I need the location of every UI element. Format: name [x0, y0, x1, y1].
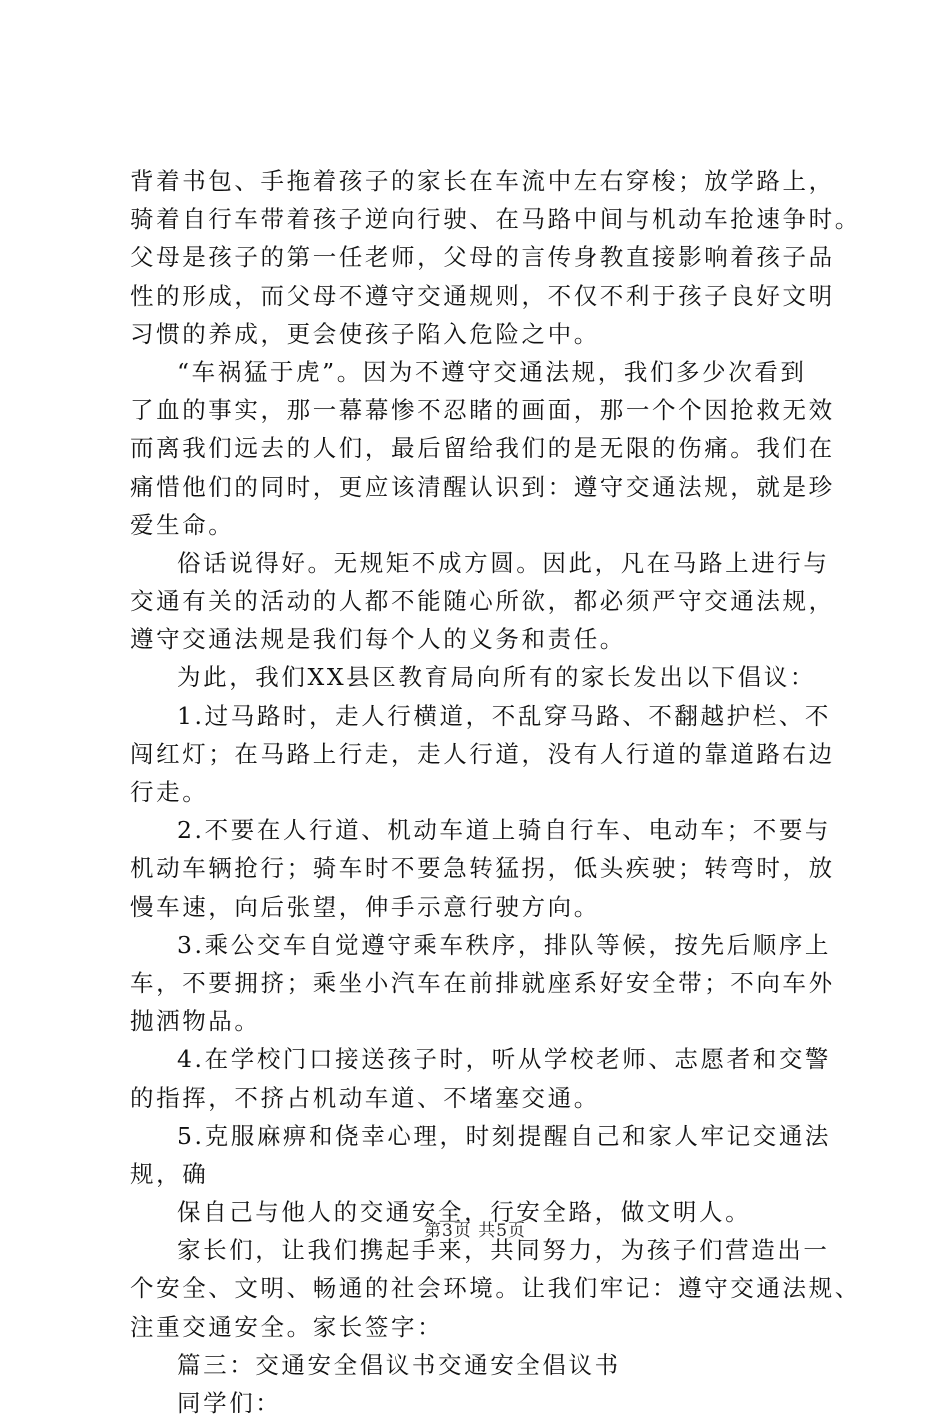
text-line: 背着书包、手拖着孩子的家长在车流中左右穿梭；放学路上， [130, 167, 835, 195]
text-line: 性的形成，而父母不遵守交通规则，不仅不利于孩子良好文明 [130, 281, 835, 310]
text-line: 保自己与他人的交通安全，行安全路，做文明人。 [177, 1198, 752, 1227]
text-line: 父母是孩子的第一任老师，父母的言传身教直接影响着孩子品 [130, 243, 835, 272]
text-line: 机动车辆抢行；骑车时不要急转猛拐，低头疾驶；转弯时，放 [130, 854, 835, 883]
text-line: 为此，我们XX县区教育局向所有的家长发出以下倡议： [177, 663, 816, 692]
text-line: 1.过马路时，走人行横道，不乱穿马路、不翻越护栏、不 [177, 701, 832, 730]
text-line: 闯红灯；在马路上行走，走人行道，没有人行道的靠道路右边 [130, 739, 835, 768]
text-line: 痛惜他们的同时，更应该清醒认识到：遵守交通法规，就是珍 [130, 472, 835, 501]
text-line: 爱生命。 [130, 510, 235, 539]
text-line: 了血的事实，那一幕幕惨不忍睹的画面，那一个个因抢救无效 [130, 396, 835, 425]
text-line: 3.乘公交车自觉遵守乘车秩序，排队等候，按先后顺序上 [177, 930, 832, 959]
text-line: 规，确 [130, 1159, 209, 1188]
text-line: 骑着自行车带着孩子逆向行驶、在马路中间与机动车抢速争时。 [130, 205, 861, 234]
text-line: 篇三：交通安全倡议书交通安全倡议书 [177, 1350, 621, 1379]
text-line: 注重交通安全。家长签字： [130, 1312, 444, 1341]
text-line: 2.不要在人行道、机动车道上骑自行车、电动车；不要与 [177, 816, 832, 845]
text-line: 抛洒物品。 [130, 1007, 261, 1036]
text-line: 个安全、文明、畅通的社会环境。让我们牢记：遵守交通法规、 [130, 1274, 861, 1303]
text-line: 家长们，让我们携起手来，共同努力，为孩子们营造出一 [177, 1236, 830, 1265]
page-footer: 第3页 共5页 [423, 1221, 527, 1241]
text-line: 5.克服麻痹和侥幸心理，时刻提醒自己和家人牢记交通法 [177, 1121, 832, 1150]
text-line: 遵守交通法规是我们每个人的义务和责任。 [130, 625, 626, 654]
text-line: 习惯的养成，更会使孩子陷入危险之中。 [130, 319, 600, 348]
text-line: 慢车速，向后张望，伸手示意行驶方向。 [130, 892, 600, 921]
text-line: “车祸猛于虎”。因为不遵守交通法规，我们多少次看到 [177, 357, 807, 386]
text-line: 4.在学校门口接送孩子时，听从学校老师、志愿者和交警 [177, 1045, 832, 1074]
text-line: 行走。 [130, 778, 209, 806]
text-line: 交通有关的活动的人都不能随心所欲，都必须严守交通法规， [130, 587, 835, 616]
text-line: 车，不要拥挤；乘坐小汽车在前排就座系好安全带；不向车外 [130, 968, 835, 997]
text-line: 俗话说得好。无规矩不成方圆。因此，凡在马路上进行与 [177, 548, 830, 577]
text-line: 同学们： [177, 1389, 282, 1417]
text-line: 而离我们远去的人们，最后留给我们的是无限的伤痛。我们在 [130, 434, 835, 463]
text-line: 的指挥，不挤占机动车道、不堵塞交通。 [130, 1083, 600, 1112]
